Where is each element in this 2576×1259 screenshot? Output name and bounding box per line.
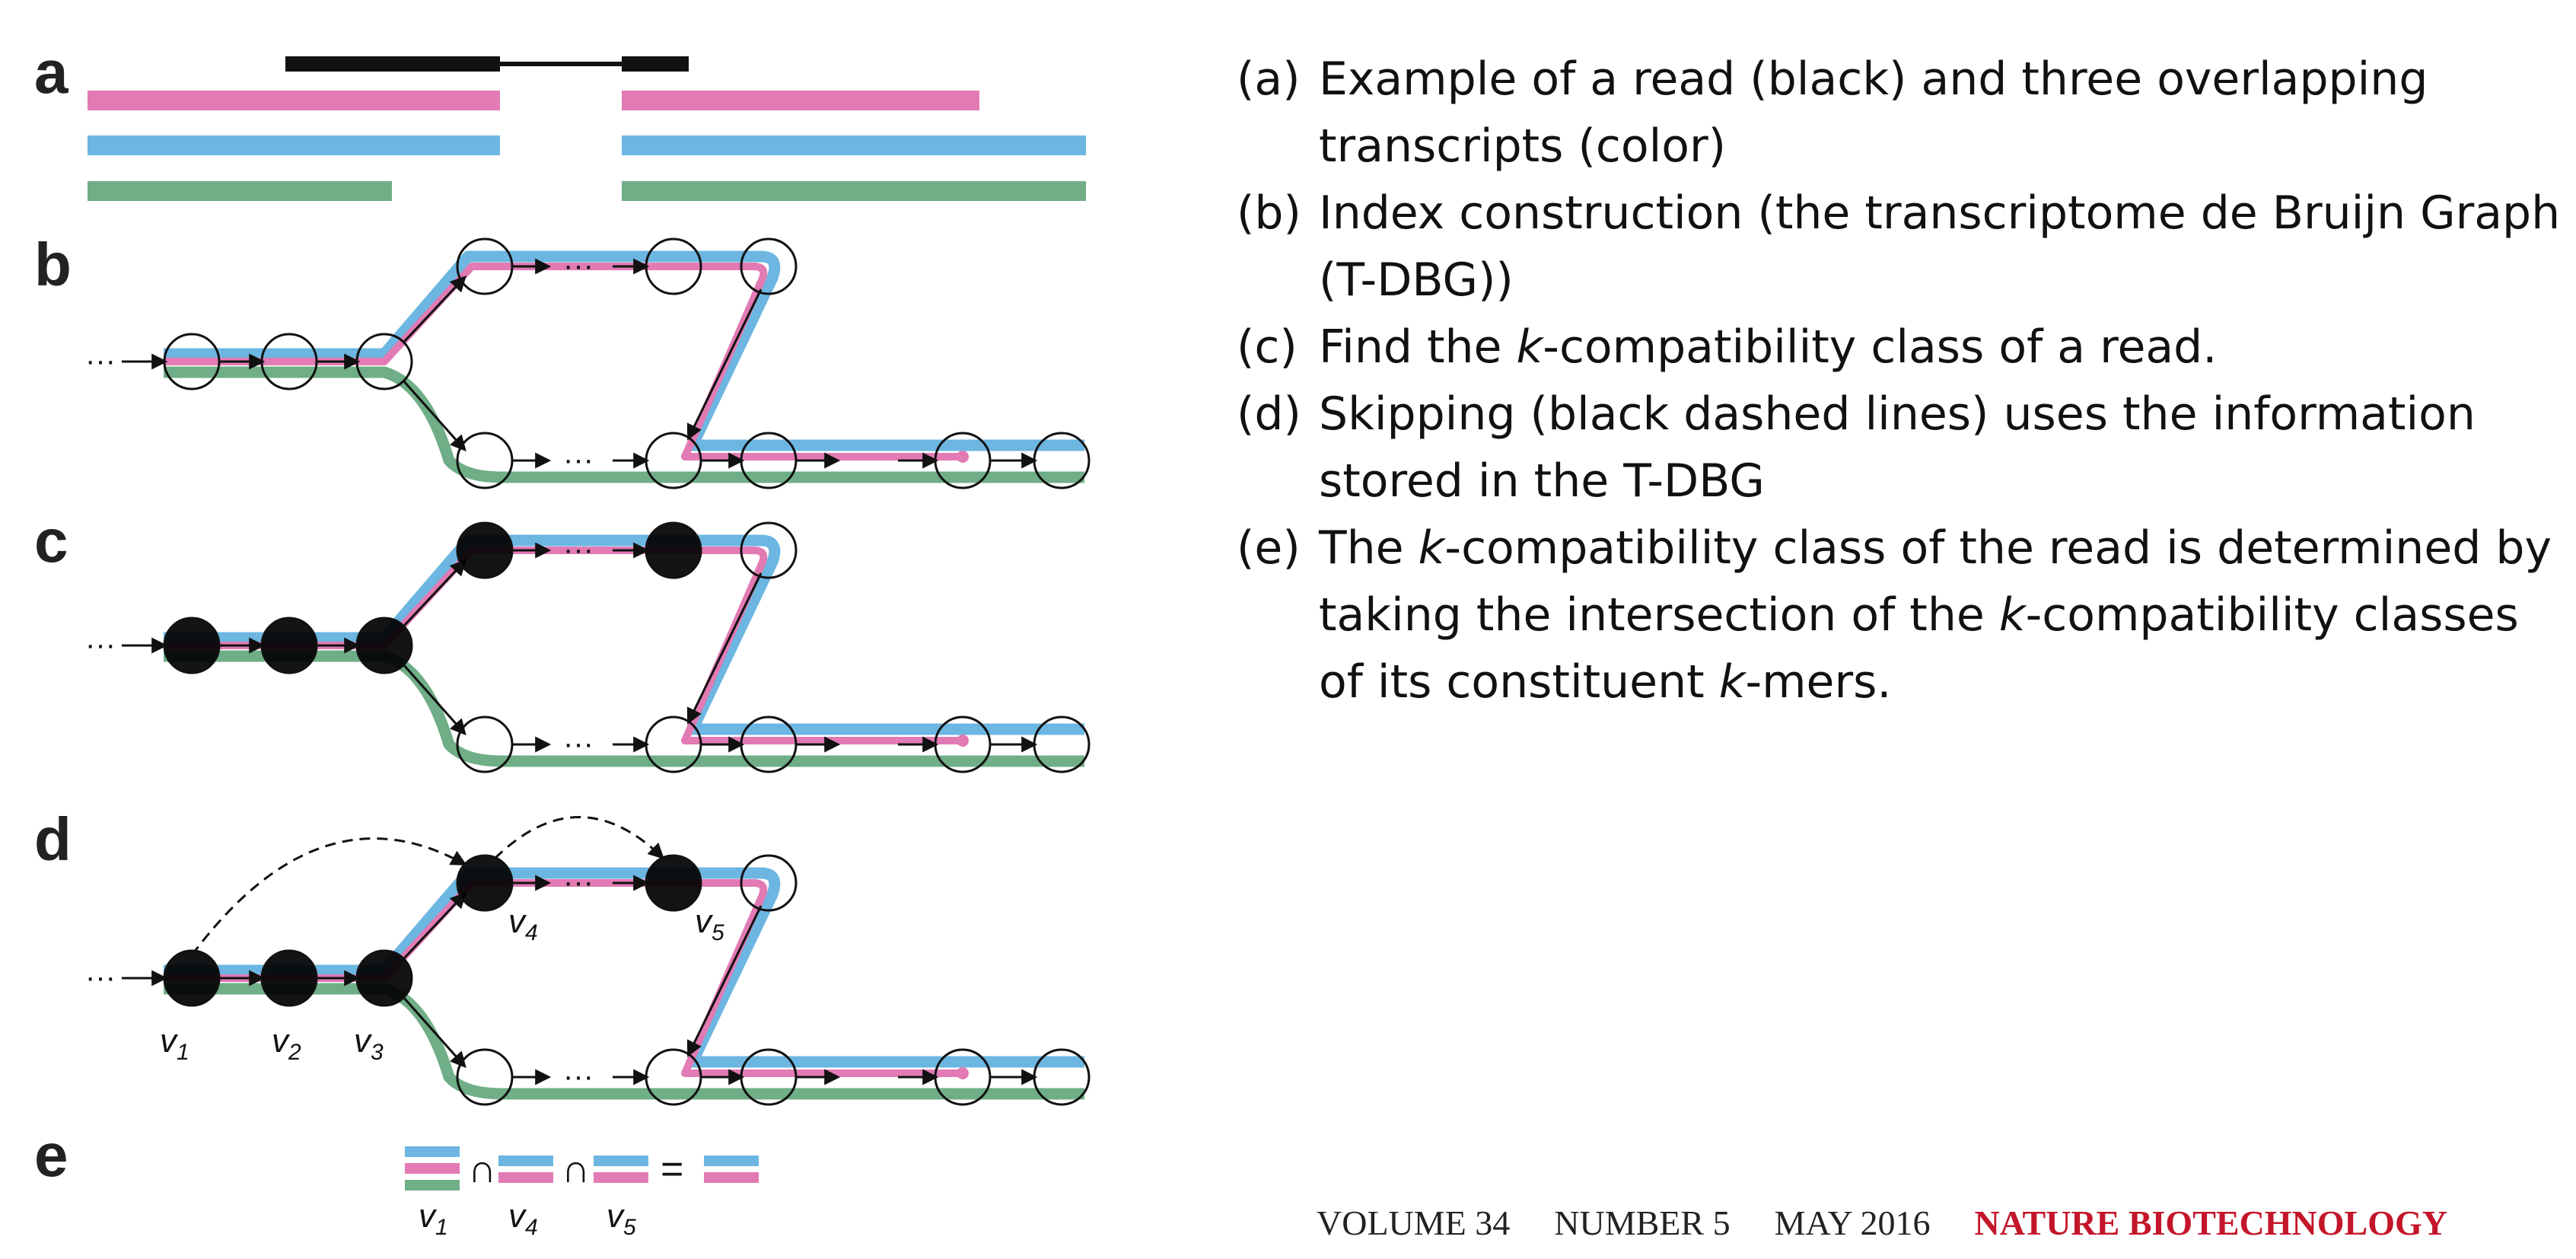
caption-letter: (e) bbox=[1237, 521, 1301, 575]
caption-e bbox=[1237, 515, 2561, 716]
panel-c-graph bbox=[85, 523, 1089, 772]
transcript-pink-end bbox=[957, 451, 969, 463]
panel-label-a: a bbox=[34, 38, 68, 106]
graph-ellipsis: ··· bbox=[563, 865, 594, 899]
read-segment-left bbox=[285, 56, 500, 72]
read-gap-line bbox=[500, 62, 622, 66]
caption-text: The k-compatibility class of the read is determined by taking the intersection of the k-compatibility classes of its constituent k-mers. bbox=[1319, 521, 2552, 709]
graph-edge bbox=[689, 573, 761, 722]
eq-label-v5: $v_5$ bbox=[607, 1197, 636, 1240]
graph-ellipsis: ··· bbox=[85, 628, 116, 661]
caption-a bbox=[1237, 46, 2561, 180]
caption-letter: (a) bbox=[1237, 53, 1301, 106]
footer-number: NUMBER 5 bbox=[1554, 1203, 1731, 1242]
class-result-blue bbox=[704, 1155, 759, 1166]
panel-label-c: c bbox=[34, 507, 68, 575]
panel-a-read-transcripts bbox=[88, 56, 1086, 201]
panel-label-b: b bbox=[34, 231, 72, 298]
graph-ellipsis: ··· bbox=[85, 344, 116, 378]
transcript-green-right bbox=[622, 181, 1086, 201]
kmer-node-filled bbox=[164, 618, 219, 673]
graph-edge bbox=[689, 289, 761, 438]
class-result-pink bbox=[704, 1172, 759, 1183]
graph-edge bbox=[403, 381, 464, 449]
class-v5-pink bbox=[594, 1172, 648, 1183]
panel-label-e: e bbox=[34, 1121, 68, 1189]
caption-text: Example of a read (black) and three overlapping transcripts (color) bbox=[1319, 53, 2428, 173]
journal-footer bbox=[1317, 1203, 2447, 1243]
transcript-pink-end bbox=[957, 1067, 969, 1079]
node-label-v3: $v_3$ bbox=[354, 1022, 384, 1065]
node-label-v4: $v_4$ bbox=[508, 903, 538, 945]
graph-edge bbox=[403, 894, 464, 959]
caption-c bbox=[1237, 314, 2561, 381]
caption-letter: (b) bbox=[1237, 186, 1301, 240]
class-v1-green bbox=[405, 1180, 460, 1190]
skip-arc-v4-v5 bbox=[495, 817, 662, 859]
kmer-node-filled bbox=[262, 618, 317, 673]
caption-text: Find the k-compatibility class of a read. bbox=[1319, 320, 2218, 374]
kmer-node-filled bbox=[357, 618, 412, 673]
graph-ellipsis: ··· bbox=[563, 533, 594, 566]
graph-ellipsis: ··· bbox=[563, 249, 594, 282]
transcript-pink-left bbox=[88, 91, 500, 110]
graph-edge bbox=[403, 278, 464, 343]
equals-symbol: = bbox=[661, 1147, 684, 1191]
intersect-symbol-1: ∩ bbox=[468, 1147, 497, 1191]
kmer-node-filled bbox=[457, 856, 512, 910]
caption-list bbox=[1237, 46, 2561, 716]
graph-ellipsis: ··· bbox=[85, 961, 116, 994]
kmer-node-filled bbox=[457, 523, 512, 578]
caption-text: Index construction (the transcriptome de Bruijn Graph (T-DBG)) bbox=[1319, 186, 2561, 307]
panel-d-graph bbox=[85, 817, 1089, 1104]
caption-letter: (c) bbox=[1237, 320, 1298, 374]
class-v1-blue bbox=[405, 1146, 460, 1157]
graph-ellipsis: ··· bbox=[563, 727, 594, 760]
kmer-node-filled bbox=[646, 856, 701, 910]
read-segment-right bbox=[622, 56, 689, 72]
graph-edge bbox=[403, 562, 464, 626]
transcript-pink-right bbox=[622, 91, 979, 110]
node-label-v2: $v_2$ bbox=[272, 1022, 301, 1065]
kmer-node-filled bbox=[164, 951, 219, 1006]
caption-letter: (d) bbox=[1237, 387, 1301, 441]
caption-text: Skipping (black dashed lines) uses the information stored in the T-DBG bbox=[1319, 387, 2476, 508]
graph-edge bbox=[403, 665, 464, 733]
kmer-node-filled bbox=[262, 951, 317, 1006]
kmer-node-filled bbox=[357, 951, 412, 1006]
class-v5-blue bbox=[594, 1155, 648, 1166]
kmer-node-filled bbox=[646, 523, 701, 578]
caption-b bbox=[1237, 180, 2561, 314]
transcript-path-blue bbox=[164, 257, 1084, 445]
class-v1-pink bbox=[405, 1163, 460, 1174]
footer-volume: VOLUME 34 bbox=[1317, 1203, 1511, 1242]
panel-e-equation bbox=[405, 1146, 759, 1240]
caption-d bbox=[1237, 381, 2561, 515]
class-v4-blue bbox=[498, 1155, 553, 1166]
intersect-symbol-2: ∩ bbox=[562, 1147, 591, 1191]
footer-date: MAY 2016 bbox=[1774, 1203, 1931, 1242]
transcript-blue-left bbox=[88, 135, 500, 155]
graph-ellipsis: ··· bbox=[563, 443, 594, 477]
transcript-green-left bbox=[88, 181, 392, 201]
panel-label-d: d bbox=[34, 805, 72, 873]
eq-label-v1: $v_1$ bbox=[419, 1197, 448, 1240]
panel-b-graph bbox=[85, 239, 1089, 488]
node-label-v1: $v_1$ bbox=[160, 1022, 189, 1065]
node-label-v5: $v_5$ bbox=[695, 903, 724, 945]
graph-ellipsis: ··· bbox=[563, 1060, 594, 1093]
eq-label-v4: $v_4$ bbox=[508, 1197, 538, 1240]
transcript-path-pink bbox=[164, 266, 963, 457]
transcript-pink-end bbox=[957, 735, 969, 747]
class-v4-pink bbox=[498, 1172, 553, 1183]
graph-edge bbox=[403, 997, 464, 1066]
transcript-blue-right bbox=[622, 135, 1086, 155]
footer-journal: NATURE BIOTECHNOLOGY bbox=[1974, 1203, 2448, 1242]
